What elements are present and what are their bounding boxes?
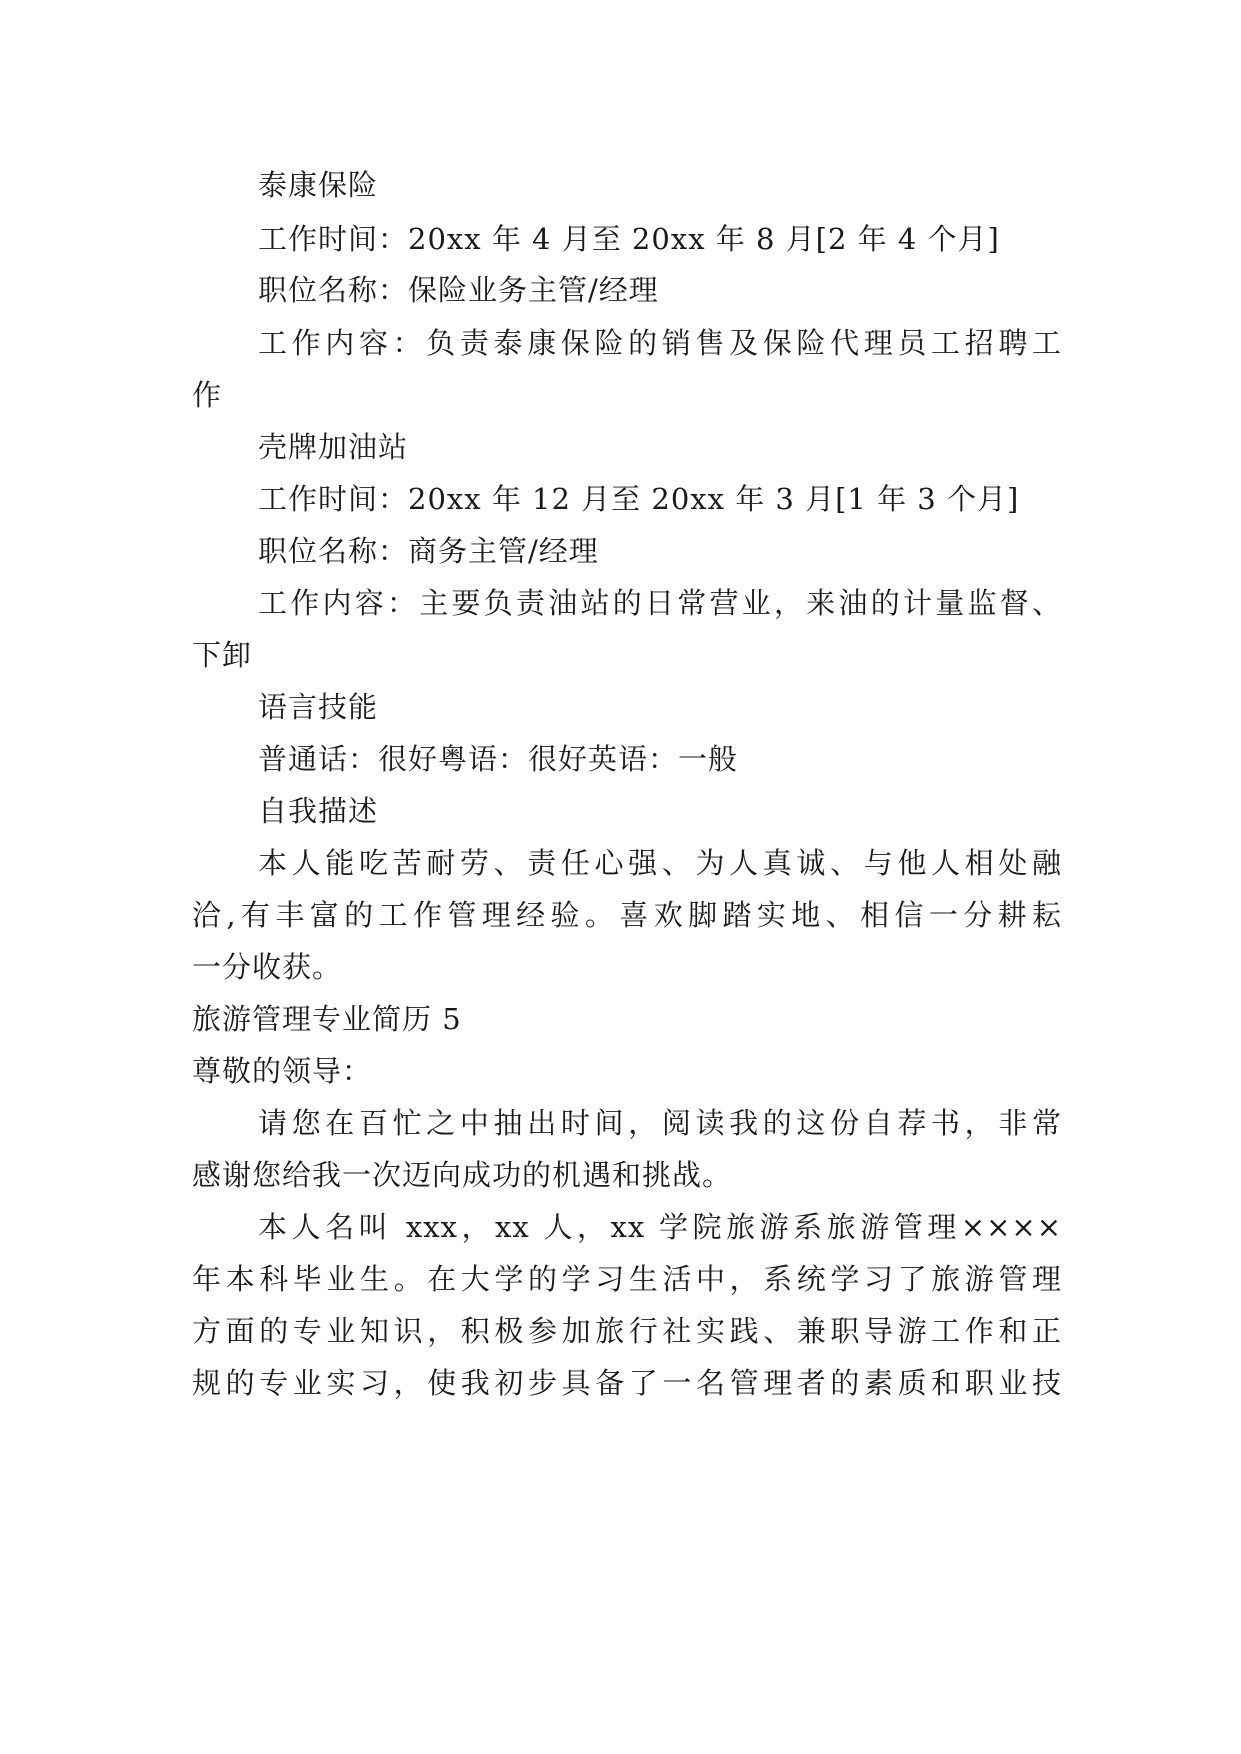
job-title-line: 职位名称：商务主管/经理 [258,534,599,568]
letter-paragraph-line: 年本科毕业生。在大学的学习生活中，系统学习了旅游管理 [192,1262,1062,1296]
document-title: 旅游管理专业简历 5 [192,1002,462,1036]
job-title-line: 职位名称：保险业务主管/经理 [258,273,659,307]
work-period-line: 工作时间：20xx 年 4 月至 20xx 年 8 月[2 年 4 个月] [258,222,1000,256]
job-content-line: 工作内容：主要负责油站的日常营业，来油的计量监督、 [258,586,1062,620]
letter-paragraph-line: 规的专业实习，使我初步具备了一名管理者的素质和职业技 [192,1366,1062,1400]
letter-paragraph-line: 本人名叫 xxx，xx 人，xx 学院旅游系旅游管理×××× [258,1210,1062,1244]
section-heading-self: 自我描述 [258,794,379,828]
job-content-continuation: 作 [192,378,223,412]
section-heading-shell: 壳牌加油站 [258,430,409,464]
self-description-line: 洽,有丰富的工作管理经验。喜欢脚踏实地、相信一分耕耘 [192,898,1062,932]
job-content-continuation: 下卸 [192,638,253,672]
work-period-line: 工作时间：20xx 年 12 月至 20xx 年 3 月[1 年 3 个月] [258,482,1020,516]
letter-paragraph-line: 方面的专业知识，积极参加旅行社实践、兼职导游工作和正 [192,1314,1062,1348]
letter-paragraph-line: 感谢您给我一次迈向成功的机遇和挑战。 [192,1158,733,1192]
section-heading-taikang: 泰康保险 [258,168,379,202]
letter-salutation: 尊敬的领导： [192,1054,373,1088]
language-skills-line: 普通话：很好粤语：很好英语：一般 [258,742,739,776]
section-heading-language: 语言技能 [258,690,379,724]
job-content-line: 工作内容：负责泰康保险的销售及保险代理员工招聘工 [258,326,1062,360]
self-description-line: 本人能吃苦耐劳、责任心强、为人真诚、与他人相处融 [258,846,1062,880]
self-description-line: 一分收获。 [192,950,343,984]
letter-paragraph-line: 请您在百忙之中抽出时间，阅读我的这份自荐书，非常 [258,1106,1062,1140]
